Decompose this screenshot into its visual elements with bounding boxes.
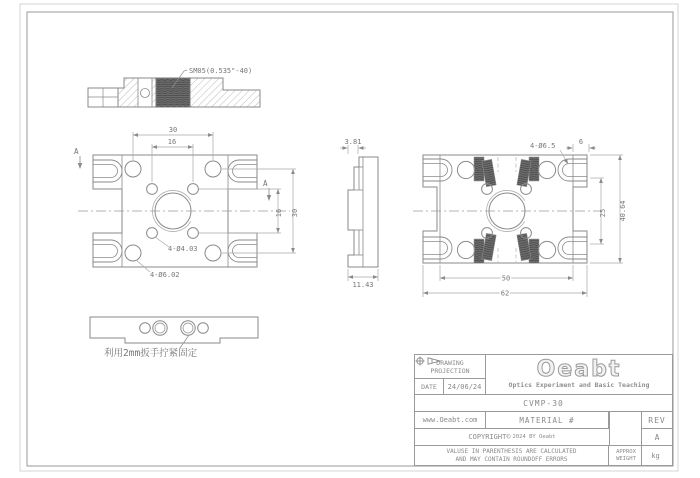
dim-4064: 40.64	[619, 200, 627, 222]
rev-value-cell: A	[642, 429, 672, 446]
section-marker-a-right: A	[263, 179, 268, 188]
date-label-cell: DATE	[415, 379, 444, 395]
label-small-holes: 4-Ø4.03	[168, 245, 198, 253]
copyright-main: COPYRIGHT©	[468, 433, 511, 441]
weight-line1: APPROX	[616, 449, 636, 455]
wrench-note: 利用2mm扳手拧紧固定	[104, 348, 198, 359]
date-value-cell: 24/06/24	[444, 379, 486, 395]
title-block	[414, 354, 673, 466]
front-view-dimensions	[133, 126, 299, 279]
section-view	[88, 67, 260, 107]
bottom-view	[90, 317, 258, 359]
dim-25: 25	[599, 208, 607, 218]
spare-cell	[609, 412, 642, 446]
label-large-holes: 4-Ø6.02	[150, 271, 180, 279]
dim-30-right: 30	[291, 208, 299, 218]
website-cell: www.Oeabt.com	[415, 412, 486, 429]
logo-cell	[486, 355, 672, 395]
disclaimer-line1: VALUSE IN PARENTHESIS ARE CALCULATED	[446, 448, 577, 455]
label-holes-65: 4-Ø6.5	[530, 142, 556, 150]
dim-6: 6	[578, 138, 584, 146]
dim-16-right: 16	[275, 208, 283, 218]
oeabt-logo: Oeabt	[536, 357, 622, 382]
dim-30-top: 30	[168, 126, 178, 134]
dim-62: 62	[500, 289, 510, 298]
disclaimer-line2: AND MAY CONTAIN ROUNDOFF ERRORS	[455, 455, 568, 463]
weight-line2: WEIGHT	[616, 455, 636, 462]
material-cell: MATERIAL #	[486, 412, 609, 429]
logo-tagline: Optics Experiment and Basic Teaching	[508, 381, 650, 389]
rev-label-cell: REV	[642, 412, 672, 429]
weight-unit-cell: kg	[651, 451, 660, 460]
thread-region	[156, 78, 190, 107]
dim-50: 50	[501, 274, 511, 283]
projection-label-line2: PROJECTION	[430, 366, 470, 375]
part-number-cell: CVMP-30	[415, 395, 672, 412]
dim-381: 3.81	[344, 138, 362, 146]
section-marker-a-left: A	[74, 147, 79, 156]
dim-16-top: 16	[167, 138, 177, 146]
projection-label-line1: DRAWING	[436, 358, 464, 367]
approx-weight-cell	[609, 446, 642, 465]
dim-1143: 11.43	[352, 281, 374, 289]
disclaimer-cell	[415, 446, 609, 465]
copyright-small: 2024 BY Oeabt	[512, 434, 556, 440]
back-view	[413, 155, 600, 263]
third-angle-projection-icon	[415, 355, 441, 367]
projection-cell	[415, 355, 486, 379]
side-view	[348, 157, 378, 267]
thread-spec-label: SM05(0.535"-40)	[189, 67, 253, 75]
copyright-cell	[415, 429, 609, 446]
